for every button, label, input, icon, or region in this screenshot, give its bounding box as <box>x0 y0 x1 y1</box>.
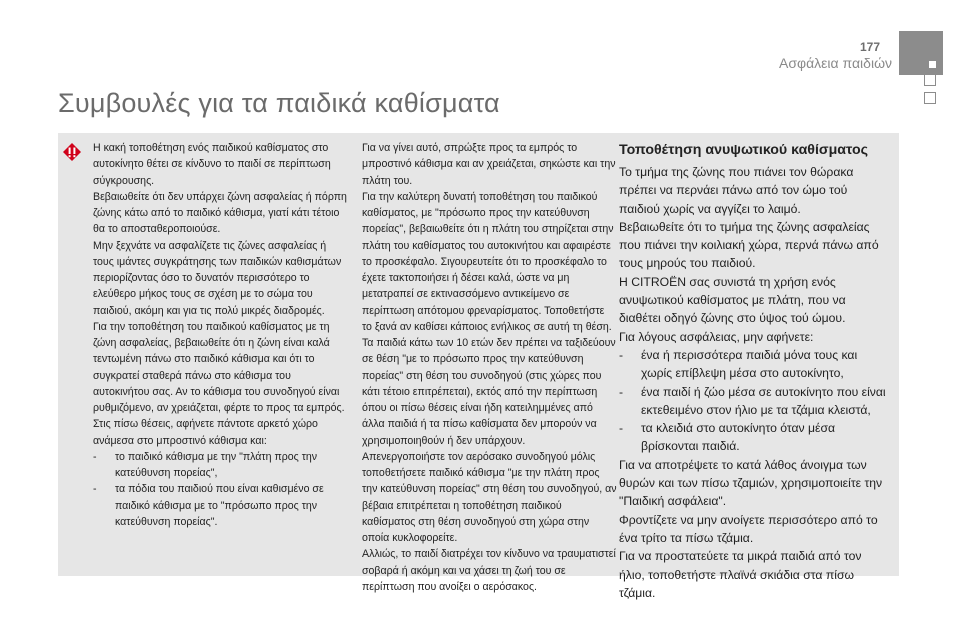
column-2 <box>362 140 617 595</box>
double-exclamation-warning-icon <box>62 142 82 162</box>
list-item <box>619 346 889 383</box>
page-number: 177 <box>859 40 880 54</box>
list-item <box>93 449 348 482</box>
chapter-marker-box <box>924 92 936 104</box>
list-item-text: τα κλειδιά στο αυτοκίνητο όταν μέσα βρίσκονται παιδιά. <box>641 421 836 454</box>
chapter-marker-box <box>924 74 936 86</box>
bullet-dash: - <box>619 421 624 436</box>
paragraph: Για να προστατεύετε τα μικρά παιδιά από τον ήλιο, τοποθετήστε πλαϊνά σκιάδια στα πίσω τζάμια. <box>619 549 862 600</box>
section-heading: Τοποθέτηση ανυψωτικού καθίσματος <box>619 142 868 158</box>
list-item-text: ένα παιδί ή ζώο μέσα σε αυτοκίνητο που είναι εκτεθειμένο στον ήλιο με τα τζάμια κλειστά, <box>641 384 886 417</box>
paragraph: Για την καλύτερη δυνατή τοποθέτηση του παιδικού καθίσματος, με "πρόσωπο προς την κατεύθυνση πορείας", βεβαιωθείτε ότι η πλάτη του στηρίζεται στην πλάτη του καθίσματος του αυτοκινήτου και αφαιρέστε το προσκέφαλο. Σιγουρευτείτε ότι το προσκέφαλο το έχετε τακτοποιήσει ή δέσει καλά, ώστε να μη μετατραπεί σε εκτινασσόμενο αντικείμενο σε περίπτωση απότομου φρεναρίσματος. Τοποθετήστε το ξανά αν καθίσει κάποιος ενήλικος σε αυτή τη θέση. <box>362 190 614 333</box>
list-item <box>619 383 889 420</box>
chapter-tab-dot <box>929 61 936 68</box>
paragraph: Η CITROËN σας συνιστά τη χρήση ενός ανυψωτικού καθίσματος με πλάτη, που να διαθέτει οδηγό ζώνης στο ύψος τού ώμου. <box>619 274 846 326</box>
paragraph: Στις πίσω θέσεις, αφήνετε πάντοτε αρκετό χώρο ανάμεσα στο μπροστινό κάθισμα και: <box>93 418 318 447</box>
paragraph: Μην ξεχνάτε να ασφαλίζετε τις ζώνες ασφαλείας ή τους ιμάντες συγκράτησης των παιδικών καθισμάτων περιορίζοντας όσο το δυνατόν περισσότερο το ελεύθερο μήκος τους σε σχέση με το σώμα του παιδιού, ακόμη και για τις πολύ μικρές διαδρομές. <box>93 239 342 317</box>
paragraph: Το τμήμα της ζώνης που πιάνει τον θώρακα πρέπει να περνάει πάνω από τον ώμο τού παιδιού χωρίς να αγγίζει το λαιμό. <box>619 165 854 216</box>
paragraph: Για λόγους ασφάλειας, μην αφήνετε: <box>619 329 814 344</box>
bullet-dash: - <box>93 483 97 496</box>
paragraph: Αλλιώς, το παιδί διατρέχει τον κίνδυνο να τραυματιστεί σοβαρά ή ακόμη και να χάσει τη ζωή του σε περίπτωση που ανοίξει ο αερόσακος. <box>362 548 616 593</box>
bullet-dash: - <box>619 347 624 362</box>
paragraph: Βεβαιωθείτε ότι το τμήμα της ζώνης ασφαλείας που πιάνει την κοιλιακή χώρα, περνά πάνω από τους μηρούς του παιδιού. <box>619 219 879 271</box>
paragraph: Για την τοποθέτηση του παιδικού καθίσματος με τη ζώνη ασφαλείας, βεβαιωθείτε ότι η ζώνη είναι καλά τεντωμένη πάνω στο παιδικό κάθισμα και ότι το συγκρατεί σταθερά πάνω στο κάθισμα του αυτοκινήτου σας. Αν το κάθισμα του συνοδηγού είναι ρυθμιζόμενο, αν χρειάζεται, φέρτε το προς τα εμπρός. <box>93 320 345 414</box>
list-item-text: το παιδικό κάθισμα με την "πλάτη προς την κατεύθυνση πορείας", <box>115 450 318 479</box>
chapter-tab-square <box>899 31 943 75</box>
bullet-dash: - <box>619 384 624 399</box>
list-item-text: ένα ή περισσότερα παιδιά μόνα τους και χωρίς επίβλεψη μέσα στο αυτοκίνητο, <box>641 347 858 381</box>
list-item <box>93 481 348 530</box>
paragraph: Τα παιδιά κάτω των 10 ετών δεν πρέπει να ταξιδεύουν σε θέση "με το πρόσωπο προς την κατεύθυνση πορείας" στη θέση του συνοδηγού (στις χώρες που κάτι τέτοιο επιτρέπεται), εκτός από την περίπτωση όπου οι πίσω θέσεις είναι ήδη κατειλημμένες από άλλα παιδιά ή τα πίσω καθίσματα δεν μπορούν να χρησιμοποιηθούν ή δεν υπάρχουν. <box>362 337 616 447</box>
paragraph: Για να αποτρέψετε το κατά λάθος άνοιγμα των θυρών και των πίσω τζαμιών, χρησιμοποιείτε την "Παιδική ασφάλεια". <box>619 457 883 509</box>
paragraph: Απενεργοποιήστε τον αερόσακο συνοδηγού μόλις τοποθετήσετε παιδικό κάθισμα "με την πλάτη προς την κατεύθυνση πορείας" στη θέση του συνοδηγού, αν βέβαια επιτρέπεται η τοποθέτηση παιδικού καθίσματος στη θέση συνοδηγού στη χώρα στην οποία κυκλοφορείτε. <box>362 450 617 544</box>
column-3 <box>619 140 889 602</box>
list-item-text: τα πόδια του παιδιού που είναι καθισμένο σε παιδικό κάθισμα με το "πρόσωπο προς την κατεύθυνση πορείας". <box>115 483 324 528</box>
column-1 <box>93 140 348 530</box>
paragraph: Για να γίνει αυτό, σπρώξτε προς τα εμπρός το μπροστινό κάθισμα και αν χρειάζεται, σηκώστε και την πλάτη του. <box>362 142 616 187</box>
paragraph: Φροντίζετε να μην ανοίγετε περισσότερο από το ένα τρίτο τα πίσω τζάμια. <box>619 512 878 545</box>
paragraph: Βεβαιωθείτε ότι δεν υπάρχει ζώνη ασφαλείας ή πόρπη ζώνης κάτω από το παιδικό κάθισμα, γιατί κάτι τέτοιο θα το αποσταθεροποιούσε. <box>93 190 347 236</box>
page-title: Συμβουλές για τα παιδικά καθίσματα <box>58 88 500 118</box>
list-item <box>619 419 889 456</box>
section-name: Ασφάλεια παιδιών <box>779 55 892 71</box>
paragraph: Η κακή τοποθέτηση ενός παιδικού καθίσματος στο αυτοκίνητο θέτει σε κίνδυνο το παιδί σε περίπτωση σύγκρουσης. <box>93 142 331 187</box>
bullet-dash: - <box>93 450 97 463</box>
